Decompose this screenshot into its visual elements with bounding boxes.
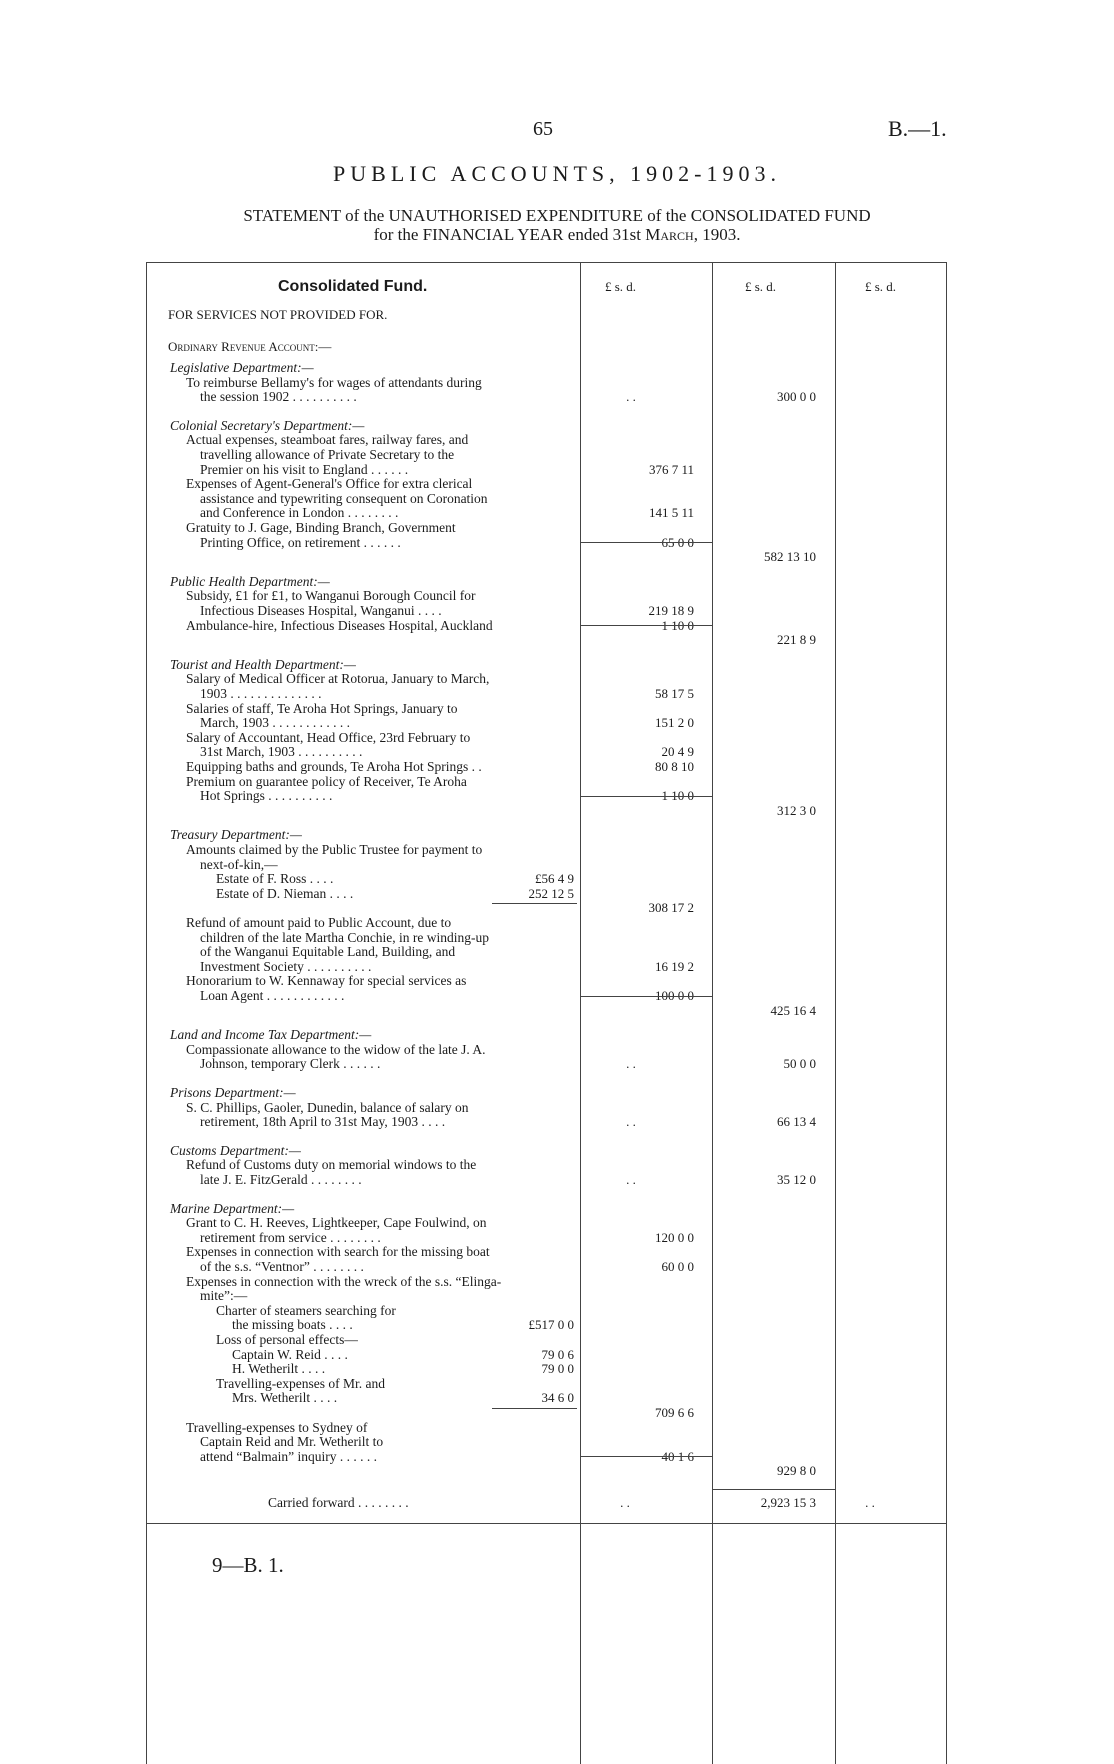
- line-item-text: Travelling-expenses of Mr. and: [216, 1375, 385, 1391]
- amount-col2: 66 13 4: [777, 1114, 816, 1130]
- department-heading: Tourist and Health Department:—: [170, 656, 356, 672]
- table-right-rule: [946, 262, 947, 1764]
- line-item-text: S. C. Phillips, Gaoler, Dunedin, balance of salary on: [186, 1099, 469, 1115]
- line-item-text: Expenses in connection with search for the missing boat: [186, 1244, 490, 1260]
- line-item-text: Salaries of staff, Te Aroha Hot Springs, January to: [186, 700, 458, 716]
- footer-signature: 9—B. 1.: [212, 1553, 284, 1577]
- line-item-text: Compassionate allowance to the widow of the late J. A.: [186, 1041, 486, 1057]
- amount-col2: 312 3 0: [777, 802, 816, 818]
- subtotal-rule: [580, 625, 712, 626]
- line-item-text: Infectious Diseases Hospital, Wanganui . . . .: [200, 603, 442, 618]
- subtotal-rule: [580, 542, 712, 543]
- department-heading: Prisons Department:—: [170, 1085, 296, 1100]
- carried-forward-col3: . .: [865, 1495, 875, 1510]
- department-heading: Public Health Department:—: [170, 573, 330, 589]
- line-item-text: next-of-kin,—: [200, 856, 278, 872]
- amount-col2: 300 0 0: [777, 389, 816, 405]
- amount-col1: . .: [626, 1114, 636, 1130]
- inner-amount: £517 0 0: [528, 1317, 574, 1333]
- department-heading: Land and Income Tax Department:—: [170, 1027, 372, 1043]
- amount-col2: 929 8 0: [777, 1463, 816, 1479]
- line-item-text: Honorarium to W. Kennaway for special services as: [186, 973, 467, 989]
- table-left-rule: [146, 262, 147, 1764]
- amount-col1: . .: [626, 1056, 636, 1072]
- statement-subtitle-line1: STATEMENT of the UNAUTHORISED EXPENDITURE of the CONSOLIDATED FUND: [243, 206, 871, 225]
- inner-amount: 34 6 0: [541, 1390, 574, 1406]
- amount-col1: 16 19 2: [655, 958, 694, 974]
- amount-col2: 221 8 9: [777, 632, 816, 648]
- amount-col1: 308 17 2: [648, 900, 694, 916]
- subtitle-month: March: [645, 225, 694, 244]
- line-item-text: Amounts claimed by the Public Trustee for payment to: [186, 842, 483, 857]
- line-item-text: Johnson, temporary Clerk . . . . . .: [200, 1056, 381, 1072]
- line-item-text: travelling allowance of Private Secretary to the: [200, 447, 455, 462]
- line-item-text: retirement, 18th April to 31st May, 1903 . . . .: [200, 1114, 446, 1130]
- line-item-text: and Conference in London . . . . . . . .: [200, 505, 399, 521]
- column-header-2: £ s. d.: [745, 279, 777, 294]
- subtotal-rule: [580, 996, 712, 997]
- inner-subtotal-rule: [492, 903, 577, 904]
- line-item-text: Loan Agent . . . . . . . . . . . .: [200, 988, 345, 1003]
- amount-col2: 582 13 10: [764, 549, 816, 565]
- line-item-text: Hot Springs . . . . . . . . . .: [200, 788, 333, 804]
- inner-amount: £56 4 9: [535, 871, 574, 887]
- line-item-text: Ambulance-hire, Infectious Diseases Hospital, Auckland: [186, 617, 493, 633]
- amount-col1: 151 2 0: [655, 715, 694, 731]
- inner-amount: 79 0 0: [541, 1361, 574, 1377]
- line-item-text: mite”:—: [200, 1288, 248, 1304]
- line-item-text: attend “Balmain” inquiry . . . . . .: [200, 1448, 377, 1464]
- amount-col1: 40 1 6: [661, 1448, 694, 1464]
- subtitle-year: , 1903.: [693, 225, 741, 244]
- amount-col1: 709 6 6: [655, 1405, 694, 1420]
- subtitle-prefix: for the FINANCIAL YEAR ended 31st: [373, 225, 646, 244]
- services-subheading: FOR SERVICES NOT PROVIDED FOR.: [168, 307, 388, 322]
- line-item-text: Estate of F. Ross . . . .: [216, 871, 334, 887]
- amount-col1: 58 17 5: [655, 686, 694, 701]
- column-divider-3: [835, 262, 836, 1764]
- line-item-text: children of the late Martha Conchie, in re winding-up: [200, 929, 490, 945]
- inner-subtotal-rule: [492, 1408, 577, 1409]
- document-title: PUBLIC ACCOUNTS, 1902-1903.: [333, 161, 781, 186]
- carried-forward-col1: . .: [620, 1495, 630, 1510]
- line-item-text: retirement from service . . . . . . . .: [200, 1229, 381, 1245]
- amount-col1: 219 18 9: [648, 603, 694, 618]
- line-item-text: Travelling-expenses to Sydney of: [186, 1419, 368, 1435]
- subtotal-rule: [580, 796, 712, 797]
- amount-col1: 100 0 0: [655, 988, 694, 1003]
- line-item-text: Mrs. Wetherilt . . . .: [232, 1390, 338, 1406]
- line-item-text: Expenses of Agent-General's Office for extra clerical: [186, 476, 473, 492]
- line-item-text: Equipping baths and grounds, Te Aroha Hot Springs . .: [186, 759, 482, 774]
- line-item-text: Salary of Accountant, Head Office, 23rd February to: [186, 729, 471, 745]
- department-heading: Customs Department:—: [170, 1142, 301, 1158]
- column-divider-1: [580, 262, 581, 1764]
- account-heading: Ordinary Revenue Account:—: [168, 339, 332, 354]
- table-bottom: [147, 1523, 947, 1524]
- amount-col1: 1 10 0: [661, 788, 694, 804]
- amount-col1: 376 7 11: [648, 461, 694, 477]
- line-item-text: of the Wanganui Equitable Land, Building, and: [200, 944, 456, 960]
- line-item-text: Gratuity to J. Gage, Binding Branch, Government: [186, 520, 456, 535]
- inner-amount: 79 0 6: [541, 1346, 574, 1362]
- line-item-text: H. Wetherilt . . . .: [232, 1361, 326, 1377]
- line-item-text: Charter of steamers searching for: [216, 1302, 396, 1318]
- statement-subtitle-line2: [0, 225, 1114, 245]
- line-item-text: Premier on his visit to England . . . . . .: [200, 461, 409, 477]
- amount-col2: 425 16 4: [770, 1002, 816, 1018]
- line-item-text: Captain Reid and Mr. Wetherilt to: [200, 1434, 384, 1450]
- line-item-text: 1903 . . . . . . . . . . . . . .: [200, 686, 322, 701]
- page-reference: B.—1.: [888, 116, 947, 141]
- line-item-text: 31st March, 1903 . . . . . . . . . .: [200, 744, 363, 760]
- line-item-text: To reimburse Bellamy's for wages of attendants during: [186, 374, 482, 390]
- line-item-text: Loss of personal effects—: [216, 1332, 358, 1347]
- column-header-1: £ s. d.: [605, 279, 637, 294]
- carried-forward-label: Carried forward . . . . . . . .: [268, 1495, 409, 1510]
- line-item-text: late J. E. FitzGerald . . . . . . . .: [200, 1172, 362, 1187]
- line-item-text: Estate of D. Nieman . . . .: [216, 885, 354, 901]
- subtotal-rule: [580, 1456, 712, 1457]
- line-item-text: Investment Society . . . . . . . . . .: [200, 958, 372, 974]
- line-item-text: Subsidy, £1 for £1, to Wanganui Borough Council for: [186, 588, 476, 604]
- line-item-text: Salary of Medical Officer at Rotorua, January to March,: [186, 671, 490, 687]
- amount-col1: . .: [626, 389, 636, 405]
- line-item-text: the session 1902 . . . . . . . . . .: [200, 389, 357, 405]
- amount-col1: 60 0 0: [661, 1259, 694, 1274]
- department-heading: Marine Department:—: [170, 1200, 295, 1216]
- line-item-text: Refund of Customs duty on memorial windows to the: [186, 1157, 477, 1173]
- carried-forward-rule: [712, 1489, 835, 1490]
- inner-amount: 252 12 5: [528, 885, 574, 901]
- amount-col1: 65 0 0: [661, 534, 694, 550]
- line-item-text: the missing boats . . . .: [232, 1317, 353, 1333]
- amount-col1: . .: [626, 1172, 636, 1187]
- department-heading: Treasury Department:—: [170, 827, 302, 843]
- table-top-rule: [147, 262, 947, 263]
- line-item-text: March, 1903 . . . . . . . . . . . .: [200, 715, 350, 731]
- department-heading: Legislative Department:—: [170, 360, 314, 375]
- column-header-3: £ s. d.: [865, 279, 897, 294]
- line-item-text: of the s.s. “Ventnor” . . . . . . . .: [200, 1259, 364, 1274]
- department-heading: Colonial Secretary's Department:—: [170, 417, 365, 433]
- carried-forward-col2: 2,923 15 3: [760, 1495, 816, 1510]
- amount-col1: 80 8 10: [655, 759, 694, 774]
- amount-col2: 50 0 0: [783, 1056, 816, 1072]
- page-number: 65: [533, 118, 553, 140]
- line-item-text: Grant to C. H. Reeves, Lightkeeper, Cape Foulwind, on: [186, 1215, 487, 1231]
- amount-col1: 141 5 11: [648, 505, 694, 521]
- line-item-text: Premium on guarantee policy of Receiver, Te Aroha: [186, 773, 467, 789]
- amount-col2: 35 12 0: [777, 1172, 816, 1187]
- amount-col1: 20 4 9: [661, 744, 694, 760]
- line-item-text: Captain W. Reid . . . .: [232, 1346, 348, 1362]
- fund-heading: Consolidated Fund.: [278, 278, 428, 295]
- line-item-text: assistance and typewriting consequent on Coronation: [200, 490, 488, 506]
- line-item-text: Refund of amount paid to Public Account, due to: [186, 915, 452, 930]
- line-item-text: Printing Office, on retirement . . . . . .: [200, 534, 401, 550]
- amount-col1: 1 10 0: [661, 617, 694, 633]
- line-item-text: Actual expenses, steamboat fares, railway fares, and: [186, 432, 469, 448]
- amount-col1: 120 0 0: [655, 1229, 694, 1245]
- line-item-text: Expenses in connection with the wreck of the s.s. “Elinga-: [186, 1273, 502, 1289]
